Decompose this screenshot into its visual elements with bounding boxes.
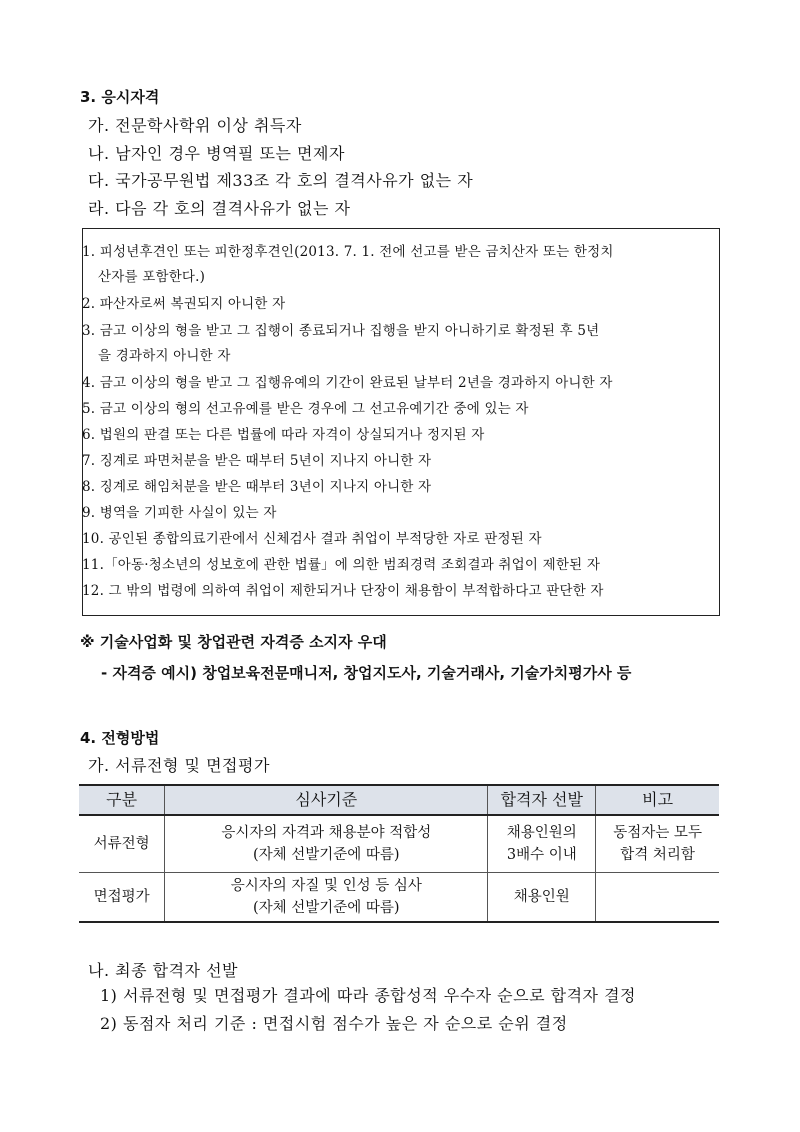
disqualification-item-cont: 을 경과하지 아니한 자: [98, 348, 231, 364]
cell-line: 3배수 이내: [506, 846, 577, 863]
disqualification-item: 4. 금고 이상의 형을 받고 그 집행유예의 기간이 완료된 날부터 2년을 경과하지 아니한 자: [82, 375, 613, 391]
table-header: 합격자 선발: [488, 785, 596, 815]
disqualification-item: 10. 공인된 종합의료기관에서 신체검사 결과 취업이 부적당한 자로 판정된 자: [82, 531, 542, 547]
table-cell: [596, 815, 719, 872]
table-cell: 면접평가: [79, 872, 165, 922]
table-cell: 채용인원: [488, 872, 596, 922]
disqualification-item: 2. 파산자로써 복권되지 아니한 자: [82, 296, 286, 312]
cell-line: 동점자는 모두: [613, 824, 702, 841]
cell-line: (자체 선발기준에 따름): [252, 899, 400, 916]
screening-table: [79, 784, 719, 923]
disqualification-item: 7. 징계로 파면처분을 받은 때부터 5년이 지나지 아니한 자: [82, 453, 432, 469]
disqualification-item-cont: 산자를 포함한다.): [98, 269, 206, 285]
disqualification-item: 12. 그 밖의 법령에 의하여 취업이 제한되거나 단장이 채용함이 부적합하다고 판단한 자: [82, 583, 604, 599]
table-cell: [488, 815, 596, 872]
qualification-item: 라. 다음 각 호의 결격사유가 없는 자: [88, 199, 351, 218]
section-4-title: 4. 전형방법: [80, 729, 160, 747]
table-header: 비고: [596, 785, 719, 815]
cell-line: (자체 선발기준에 따름): [252, 846, 400, 863]
disqualification-item: 5. 금고 이상의 형의 선고유예를 받은 경우에 그 선고유예기간 중에 있는 자: [82, 401, 529, 417]
cell-line: 합격 처리함: [620, 846, 695, 863]
disqualification-item: 9. 병역을 기피한 사실이 있는 자: [82, 505, 277, 521]
table-cell: [596, 872, 719, 922]
cell-line: 응시자의 자질 및 인성 등 심사: [230, 877, 422, 894]
table-header-row: [79, 785, 719, 815]
preference-note: ※ 기술사업화 및 창업관련 자격증 소지자 우대: [80, 633, 387, 651]
qualification-item: 나. 남자인 경우 병역필 또는 면제자: [88, 144, 345, 163]
table-header: 구분: [79, 785, 165, 815]
disqualification-item: 1. 피성년후견인 또는 피한정후견인(2013. 7. 1. 전에 선고를 받은 금치산자 또는 한정치: [82, 244, 614, 260]
final-selection-item: 2) 동점자 처리 기준 : 면접시험 점수가 높은 자 순으로 순위 결정: [100, 1014, 568, 1033]
cell-line: 채용인원의: [506, 824, 577, 841]
disqualification-item: 6. 법원의 판결 또는 다른 법률에 따라 자격이 상실되거나 정지된 자: [82, 427, 485, 443]
table-cell: [165, 872, 488, 922]
disqualification-item: 11.「아동·청소년의 성보호에 관한 법률」에 의한 범죄경력 조회결과 취업이 제한된 자: [82, 557, 601, 573]
final-selection-item: 1) 서류전형 및 면접평가 결과에 따라 종합성적 우수자 순으로 합격자 결정: [100, 986, 637, 1005]
table-row: [79, 815, 719, 872]
disqualification-item: 3. 금고 이상의 형을 받고 그 집행이 종료되거나 집행을 받지 아니하기로 확정된 후 5년: [82, 323, 600, 339]
table-header: 심사기준: [165, 785, 488, 815]
subsection-a-title: 가. 서류전형 및 면접평가: [88, 756, 270, 775]
disqualification-item: 8. 징계로 해임처분을 받은 때부터 3년이 지나지 아니한 자: [82, 479, 432, 495]
preference-examples: - 자격증 예시) 창업보육전문매니저, 창업지도사, 기술거래사, 기술가치평가사 등: [101, 664, 632, 682]
table-row: [79, 872, 719, 922]
qualification-item: 가. 전문학사학위 이상 취득자: [88, 116, 302, 135]
table-cell: 서류전형: [79, 815, 165, 872]
table-cell: [165, 815, 488, 872]
cell-line: 응시자의 자격과 채용분야 적합성: [221, 824, 432, 841]
qualification-item: 다. 국가공무원법 제33조 각 호의 결격사유가 없는 자: [88, 171, 474, 190]
section-3-title: 3. 응시자격: [80, 88, 160, 106]
subsection-b-title: 나. 최종 합격자 선발: [88, 961, 238, 980]
